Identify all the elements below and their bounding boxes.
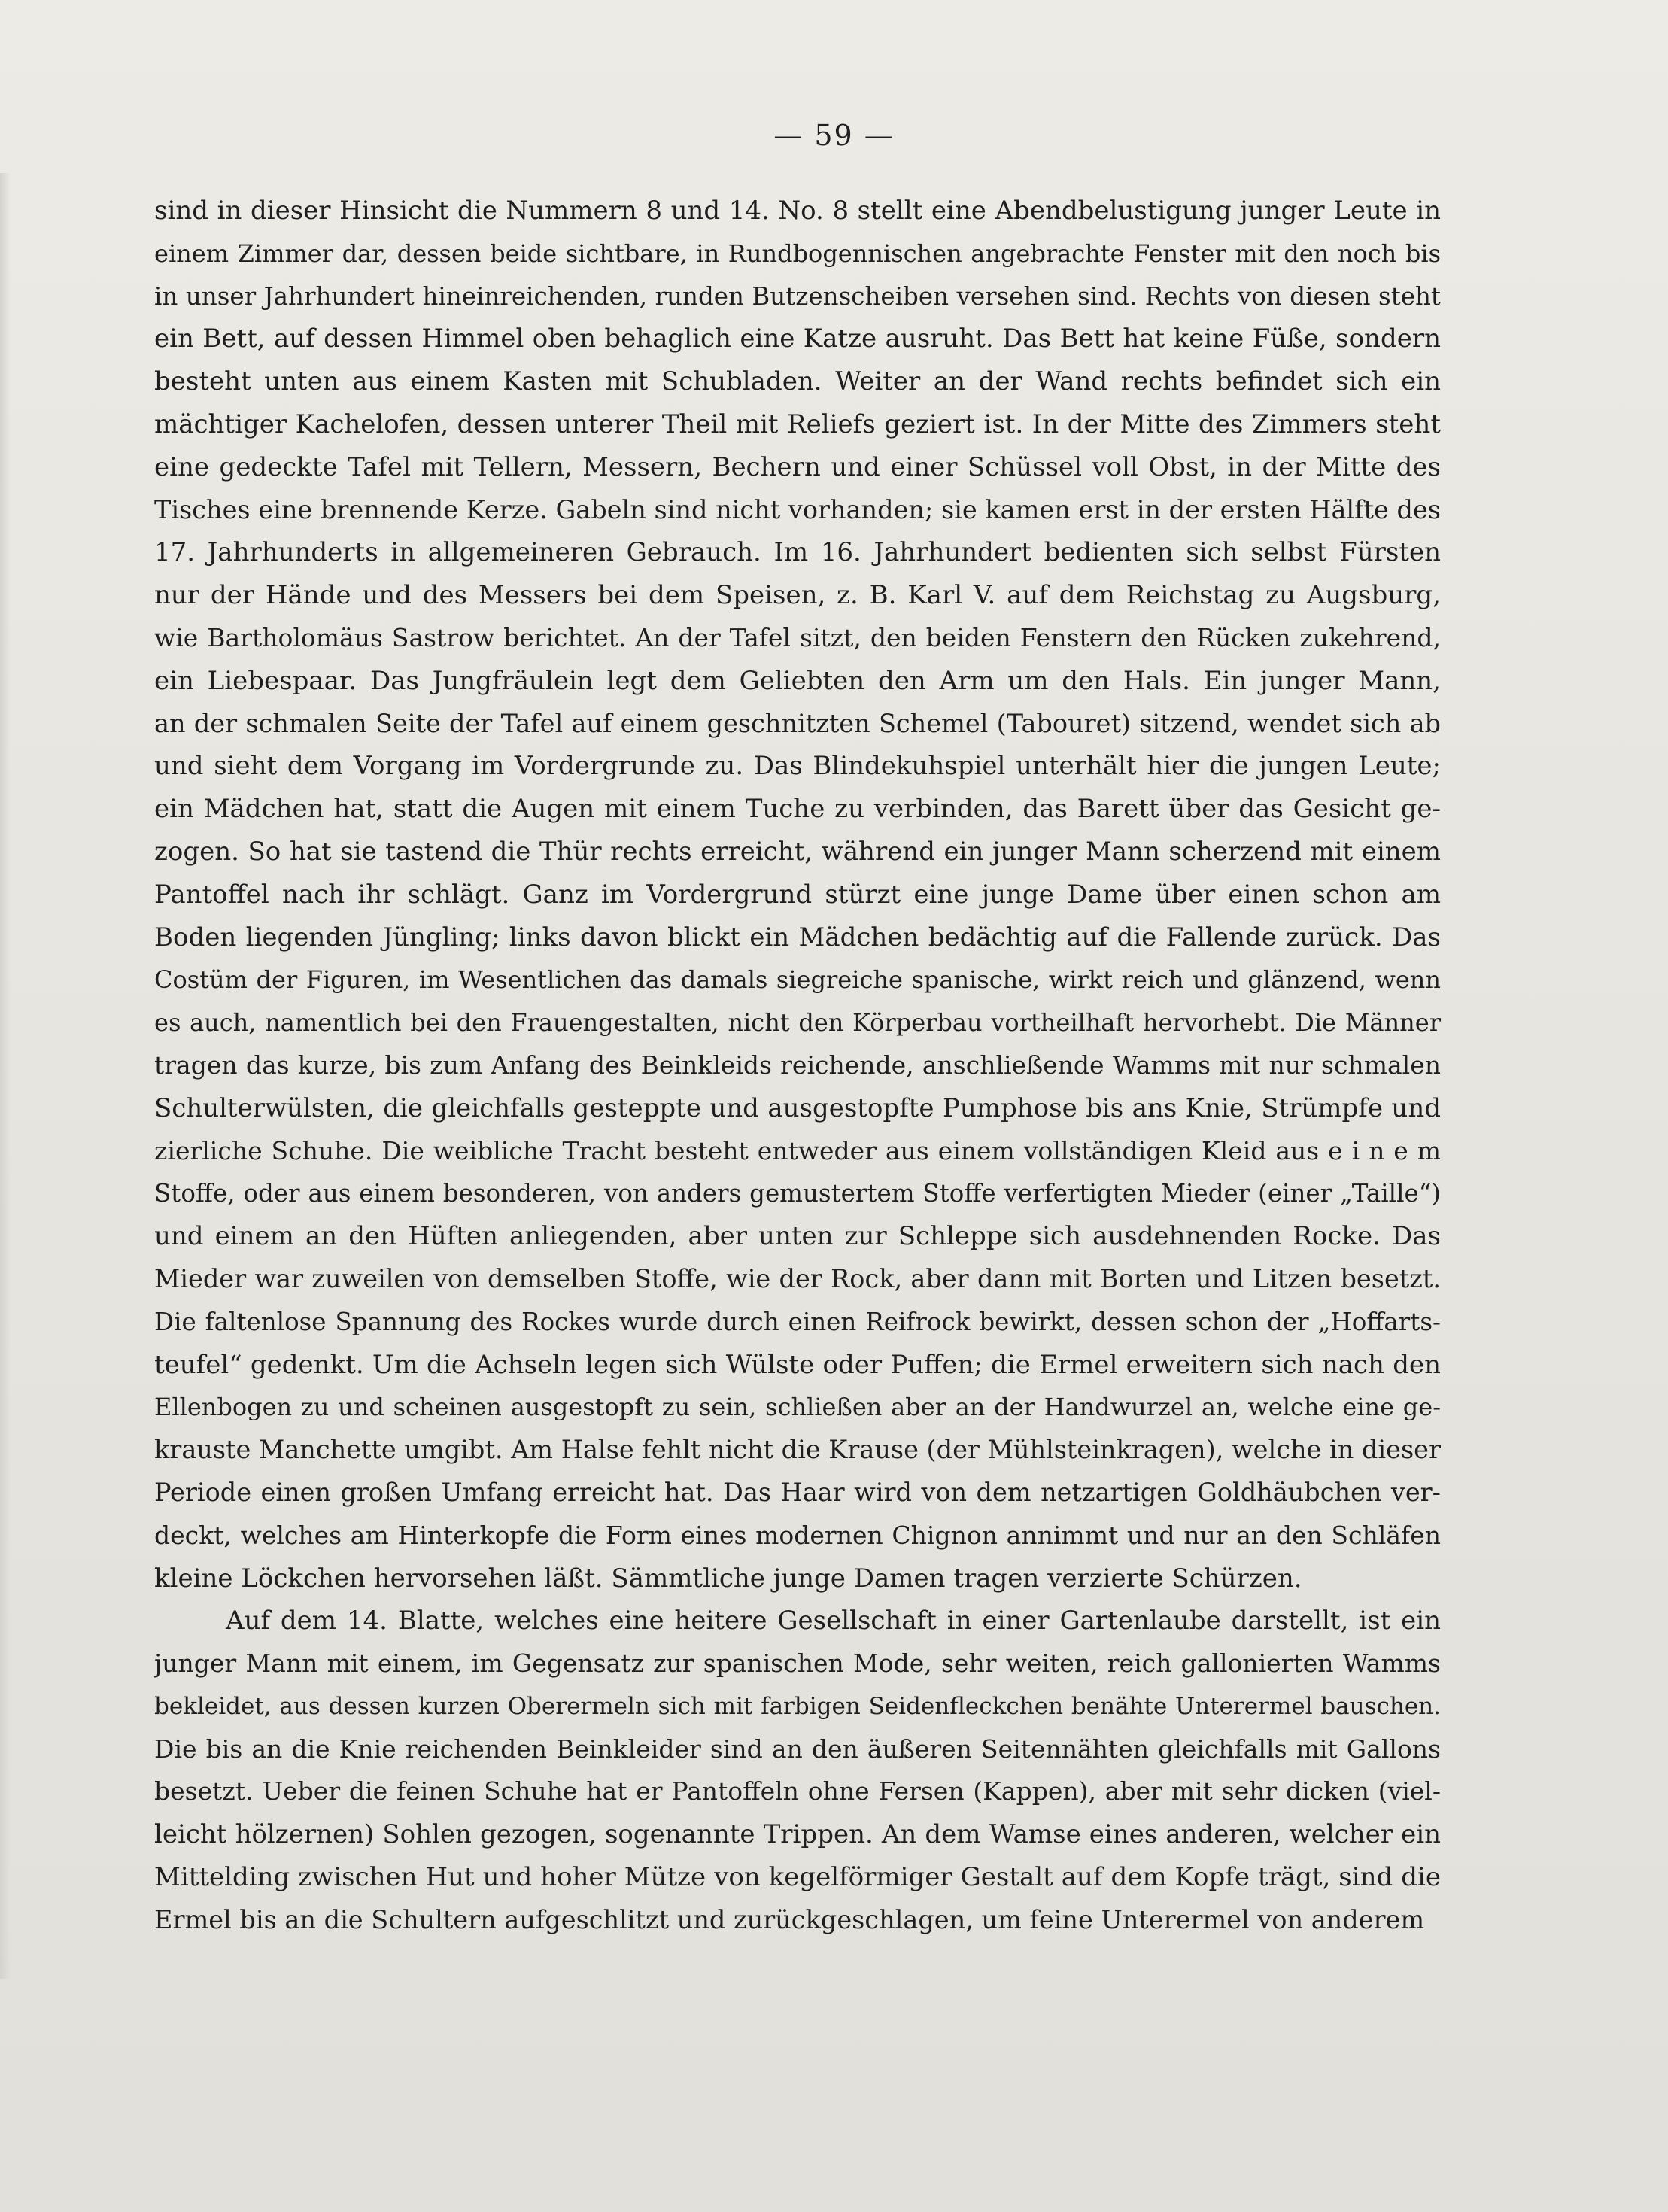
- text-line: leicht hölzernen) Sohlen gezogen, sogenannte Trippen. An dem Wamse eines anderen, welcher ein: [154, 1819, 1441, 1850]
- text-line: an der schmalen Seite der Tafel auf einem geschnitzten Schemel (Tabouret) sitzend, wendet sich ab: [154, 708, 1441, 738]
- page-number: — 59 —: [773, 119, 895, 152]
- body-text: [154, 190, 1441, 1942]
- text-line: Periode einen großen Umfang erreicht hat. Das Haar wird von dem netzartigen Goldhäubchen ver-: [154, 1477, 1441, 1507]
- text-line: wie Bartholomäus Sastrow berichtet. An der Tafel sitzt, den beiden Fenstern den Rücken zukehrend,: [154, 622, 1441, 652]
- text-line: Costüm der Figuren, im Wesentlichen das damals siegreiche spanische, wirkt reich und glänzend, wenn: [154, 965, 1441, 995]
- text-line: ein Liebespaar. Das Jungfräulein legt dem Geliebten den Arm um den Hals. Ein junger Mann,: [154, 665, 1441, 696]
- text-line: zogen. So hat sie tastend die Thür rechts erreicht, während ein junger Mann scherzend mit einem: [154, 836, 1441, 867]
- text-line: Tisches eine brennende Kerze. Gabeln sind nicht vorhanden; sie kamen erst in der ersten Hälfte des: [154, 494, 1441, 524]
- page-edge-shadow: [0, 173, 11, 1979]
- text-line: bekleidet, aus dessen kurzen Oberermeln sich mit farbigen Seidenfleckchen benähte Unterermel bauschen.: [154, 1692, 1441, 1720]
- text-line: Mittelding zwischen Hut und hoher Mütze von kegelförmiger Gestalt auf dem Kopfe trägt, sind die: [154, 1862, 1441, 1893]
- text-line: Pantoffel nach ihr schlägt. Ganz im Vordergrund stürzt eine junge Dame über einen schon am: [154, 879, 1441, 910]
- text-line: Ellenbogen zu und scheinen ausgestopft zu sein, schließen aber an der Handwurzel an, welche eine ge-: [154, 1393, 1441, 1422]
- text-line: Die bis an die Knie reichenden Beinkleider sind an den äußeren Seitennähten gleichfalls mit Gallons: [154, 1733, 1441, 1764]
- text-line: ein Mädchen hat, statt die Augen mit einem Tuche zu verbinden, das Barett über das Gesicht ge-: [154, 794, 1441, 825]
- text-line: mächtiger Kachelofen, dessen unterer Theil mit Reliefs geziert ist. In der Mitte des Zimmers steht: [154, 409, 1441, 439]
- text-line: Die faltenlose Spannung des Rockes wurde durch einen Reifrock bewirkt, dessen schon der „Hoffarts-: [154, 1307, 1441, 1336]
- text-line: Ermel bis an die Schultern aufgeschlitzt und zurückgeschlagen, um feine Unterermel von anderem: [154, 1904, 1425, 1934]
- text-line: ein Bett, auf dessen Himmel oben behaglich eine Katze ausruht. Das Bett hat keine Füße, sondern: [154, 324, 1441, 354]
- text-line: Schulterwülsten, die gleichfalls gesteppte und ausgestopfte Pumphose bis ans Knie, Strümpfe und: [154, 1092, 1441, 1123]
- text-line: deckt, welches am Hinterkopfe die Form eines modernen Chignon annimmt und nur an den Schläfen: [154, 1520, 1441, 1550]
- text-line: es auch, namentlich bei den Frauengestalten, nicht den Körperbau vortheilhaft hervorhebt. Die Männer: [154, 1008, 1441, 1038]
- text-line: tragen das kurze, bis zum Anfang des Beinkleids reichende, anschließende Wamms mit nur schmalen: [154, 1050, 1441, 1080]
- text-line: in unser Jahrhundert hineinreichenden, runden Butzenscheiben versehen sind. Rechts von diesen steht: [154, 281, 1441, 311]
- text-line: besteht unten aus einem Kasten mit Schubladen. Weiter an der Wand rechts befindet sich ein: [154, 366, 1441, 397]
- text-line: teufel“ gedenkt. Um die Achseln legen sich Wülste oder Puffen; die Ermel erweitern sich nach den: [154, 1349, 1441, 1380]
- text-line: besetzt. Ueber die feinen Schuhe hat er Pantoffeln ohne Fersen (Kappen), aber mit sehr dicken (viel-: [154, 1776, 1441, 1806]
- text-line: und sieht dem Vorgang im Vordergrunde zu. Das Blindekuhspiel unterhält hier die jungen Leute;: [154, 751, 1441, 782]
- text-line: sind in dieser Hinsicht die Nummern 8 und 14. No. 8 stellt eine Abendbelustigung junger Leute in: [154, 196, 1441, 226]
- text-line: und einem an den Hüften anliegenden, aber unten zur Schleppe sich ausdehnenden Rocke. Das: [154, 1221, 1441, 1252]
- text-line: einem Zimmer dar, dessen beide sichtbare, in Rundbogennischen angebrachte Fenster mit den noch bis: [154, 239, 1441, 268]
- text-line: Boden liegenden Jüngling; links davon blickt ein Mädchen bedächtig auf die Fallende zurück. Das: [154, 922, 1441, 953]
- text-line: Stoffe, oder aus einem besonderen, von anders gemustertem Stoffe verfertigten Mieder (einer „Taille“): [154, 1179, 1441, 1208]
- text-line: nur der Hände und des Messers bei dem Speisen, z. B. Karl V. auf dem Reichstag zu Augsburg,: [154, 580, 1441, 611]
- text-line: eine gedeckte Tafel mit Tellern, Messern, Bechern und einer Schüssel voll Obst, in der Mitte des: [154, 451, 1441, 482]
- text-line: Mieder war zuweilen von demselben Stoffe, wie der Rock, aber dann mit Borten und Litzen besetzt.: [154, 1263, 1441, 1293]
- text-line: zierliche Schuhe. Die weibliche Tracht besteht entweder aus einem vollständigen Kleid aus e i n e m: [154, 1135, 1441, 1165]
- text-line: junger Mann mit einem, im Gegensatz zur spanischen Mode, sehr weiten, reich gallonierten Wamms: [154, 1648, 1441, 1679]
- text-line: Auf dem 14. Blatte, welches eine heitere Gesellschaft in einer Gartenlaube darstellt, ist ein: [226, 1606, 1441, 1636]
- text-line: krauste Manchette umgibt. Am Halse fehlt nicht die Krause (der Mühlsteinkragen), welche in dieser: [154, 1435, 1441, 1465]
- text-line: 17. Jahrhunderts in allgemeineren Gebrauch. Im 16. Jahrhundert bedienten sich selbst Fürsten: [154, 537, 1441, 568]
- text-line: kleine Löckchen hervorsehen läßt. Sämmtliche junge Damen tragen verzierte Schürzen.: [154, 1563, 1302, 1594]
